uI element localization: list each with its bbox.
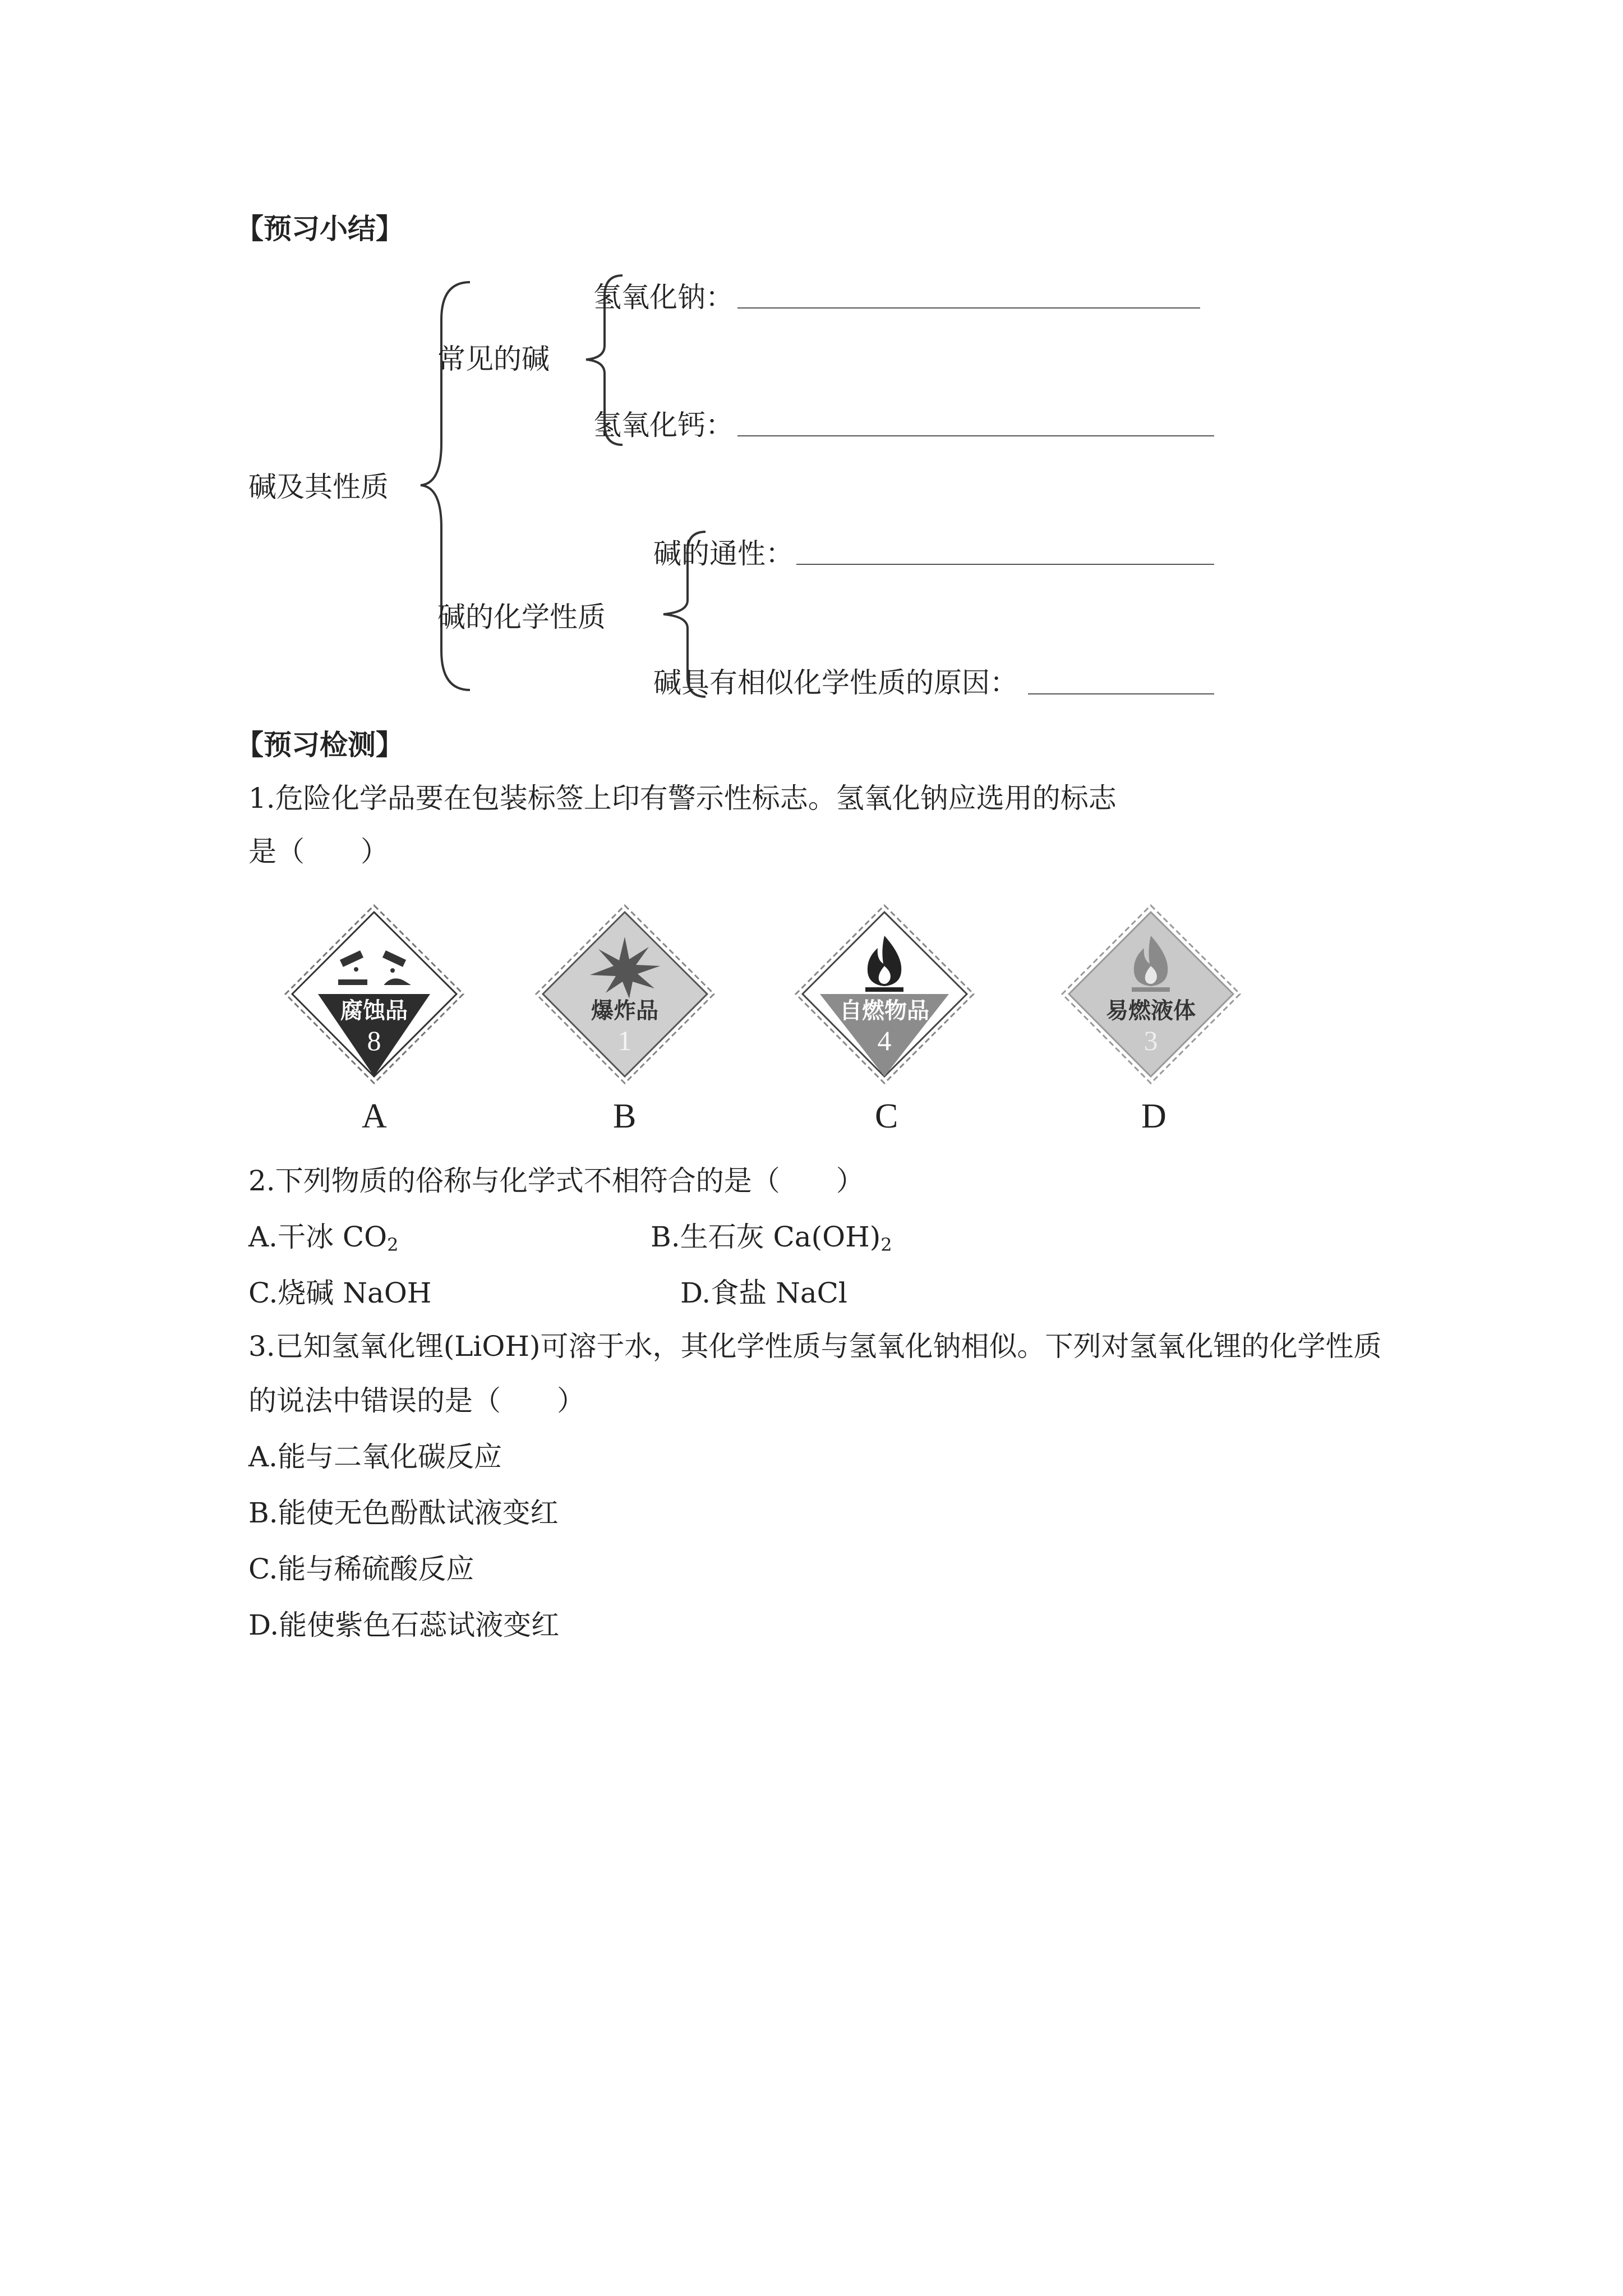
q3-option-c[interactable]: C.能与稀硫酸反应 (248, 1553, 474, 1585)
q2-option-d[interactable]: D.食盐 NaCl (680, 1277, 847, 1309)
summary-heading: 【预习小结】 (236, 213, 404, 245)
option-d-letter[interactable]: D (1141, 1097, 1166, 1135)
blank-sodium-hydroxide[interactable] (737, 307, 1200, 309)
branch-common-bases: 常见的碱 (437, 343, 550, 375)
summary-root: 碱及其性质 (248, 471, 389, 503)
check-heading: 【预习检测】 (236, 729, 404, 761)
q2-stem: 2.下列物质的俗称与化学式不相符合的是（ ） (248, 1165, 864, 1197)
hazard-sign-spontaneous-combustion[interactable] (794, 903, 976, 1085)
sign-a-label: 腐蚀品 (340, 998, 408, 1024)
q3-stem-line2: 的说法中错误的是（ ） (248, 1384, 585, 1417)
q2-option-a[interactable] (248, 1220, 399, 1262)
q2-option-b-text: B.生石灰 Ca(OH) (651, 1221, 881, 1253)
q1-stem-line2: 是（ ） (248, 835, 389, 868)
sign-d-number: 3 (1144, 1025, 1158, 1056)
q2-option-b-subscript: 2 (880, 1234, 892, 1255)
item-general-properties: 碱的通性： (653, 537, 794, 570)
q3-stem-line1: 3.已知氢氧化锂(LiOH)可溶于水，其化学性质与氢氧化钠相似。下列对氢氧化锂的化学性质 (248, 1330, 1382, 1363)
branch-chemical-properties: 碱的化学性质 (437, 601, 606, 633)
q3-option-b[interactable]: B.能使无色酚酞试液变红 (248, 1497, 559, 1529)
option-a-letter[interactable]: A (362, 1097, 387, 1135)
q2-option-c[interactable]: C.烧碱 NaOH (248, 1277, 432, 1309)
blank-calcium-hydroxide[interactable] (737, 435, 1214, 436)
q3-option-d[interactable]: D.能使紫色石蕊试液变红 (248, 1609, 560, 1641)
q1-stem-line1: 1.危险化学品要在包装标签上印有警示性标志。氢氧化钠应选用的标志 (248, 782, 1117, 815)
sign-b-number: 1 (617, 1025, 632, 1056)
sign-d-label: 易燃液体 (1106, 998, 1196, 1024)
sign-c-label: 自燃物品 (840, 998, 929, 1024)
item-sodium-hydroxide: 氢氧化钠： (593, 281, 734, 314)
sign-a-number: 8 (367, 1025, 381, 1056)
sign-b-label: 爆炸品 (591, 998, 658, 1024)
hazard-sign-explosive[interactable] (534, 903, 716, 1085)
q2-option-b[interactable] (651, 1220, 892, 1262)
option-c-letter[interactable]: C (875, 1097, 898, 1135)
item-reason: 碱具有相似化学性质的原因： (653, 666, 1018, 699)
blank-reason[interactable] (1028, 693, 1214, 694)
item-calcium-hydroxide: 氢氧化钙： (593, 409, 734, 441)
sign-c-number: 4 (877, 1025, 892, 1056)
hazard-sign-flammable-liquid[interactable] (1060, 903, 1242, 1085)
hazard-sign-corrosive[interactable] (283, 903, 465, 1085)
option-b-letter[interactable]: B (613, 1097, 637, 1135)
blank-general-properties[interactable] (796, 564, 1214, 565)
q2-option-a-text: A.干冰 CO (248, 1221, 388, 1253)
q3-option-a[interactable]: A.能与二氧化碳反应 (248, 1441, 502, 1473)
q2-option-a-subscript: 2 (387, 1234, 399, 1255)
